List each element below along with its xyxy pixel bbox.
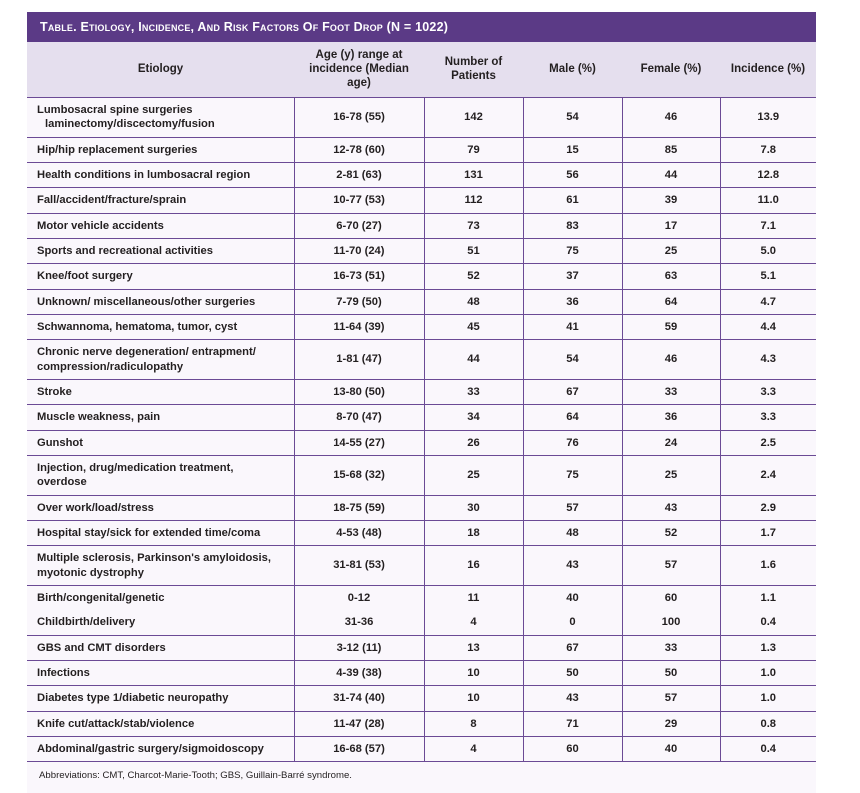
cell-incidence-percent: 3.3 bbox=[720, 379, 816, 404]
cell-female-percent: 25 bbox=[622, 239, 720, 264]
cell-age-range: 3-12 (11) bbox=[294, 635, 424, 660]
cell-male-percent: 67 bbox=[523, 635, 622, 660]
table-row bbox=[27, 137, 816, 162]
cell-age-range: 18-75 (59) bbox=[294, 495, 424, 520]
cell-age-range: 4-53 (48) bbox=[294, 520, 424, 545]
cell-age-range: 12-78 (60) bbox=[294, 137, 424, 162]
cell-male-percent: 15 bbox=[523, 137, 622, 162]
cell-incidence-percent: 11.0 bbox=[720, 188, 816, 213]
cell-male-percent: 75 bbox=[523, 455, 622, 495]
cell-age-range: 11-47 (28) bbox=[294, 711, 424, 736]
cell-number-of-patients: 51 bbox=[424, 239, 523, 264]
cell-number-of-patients: 33 bbox=[424, 379, 523, 404]
cell-incidence-percent: 4.3 bbox=[720, 340, 816, 380]
cell-incidence-percent: 5.0 bbox=[720, 239, 816, 264]
cell-female-percent: 50 bbox=[622, 660, 720, 685]
cell-male-percent: 57 bbox=[523, 495, 622, 520]
table-row bbox=[27, 98, 816, 138]
cell-male-percent: 56 bbox=[523, 163, 622, 188]
cell-etiology: Birth/congenital/genetic bbox=[27, 585, 294, 610]
cell-age-range: 16-78 (55) bbox=[294, 98, 424, 138]
column-header-male: Male (%) bbox=[523, 42, 622, 98]
cell-age-range: 7-79 (50) bbox=[294, 289, 424, 314]
table-caption-text: Table. Etiology, Incidence, And Risk Factors Of Foot Drop (N = 1022) bbox=[40, 20, 449, 34]
cell-age-range: 16-73 (51) bbox=[294, 264, 424, 289]
cell-female-percent: 25 bbox=[622, 455, 720, 495]
cell-age-range: 31-81 (53) bbox=[294, 546, 424, 586]
cell-female-percent: 24 bbox=[622, 430, 720, 455]
cell-etiology: Abdominal/gastric surgery/sigmoidoscopy bbox=[27, 736, 294, 761]
cell-etiology: Schwannoma, hematoma, tumor, cyst bbox=[27, 315, 294, 340]
cell-incidence-percent: 5.1 bbox=[720, 264, 816, 289]
cell-incidence-percent: 0.4 bbox=[720, 736, 816, 761]
cell-number-of-patients: 18 bbox=[424, 520, 523, 545]
cell-female-percent: 63 bbox=[622, 264, 720, 289]
cell-etiology: Lumbosacral spine surgeries laminectomy/discectomy/fusion bbox=[27, 98, 294, 138]
cell-number-of-patients: 52 bbox=[424, 264, 523, 289]
cell-female-percent: 36 bbox=[622, 405, 720, 430]
cell-male-percent: 64 bbox=[523, 405, 622, 430]
table-row bbox=[27, 585, 816, 610]
cell-male-percent: 67 bbox=[523, 379, 622, 404]
cell-age-range: 31-36 bbox=[294, 610, 424, 635]
cell-number-of-patients: 4 bbox=[424, 610, 523, 635]
cell-age-range: 4-39 (38) bbox=[294, 660, 424, 685]
cell-male-percent: 36 bbox=[523, 289, 622, 314]
cell-number-of-patients: 142 bbox=[424, 98, 523, 138]
cell-etiology: Infections bbox=[27, 660, 294, 685]
table-head bbox=[27, 42, 816, 98]
cell-female-percent: 57 bbox=[622, 546, 720, 586]
cell-male-percent: 61 bbox=[523, 188, 622, 213]
cell-female-percent: 33 bbox=[622, 635, 720, 660]
cell-male-percent: 75 bbox=[523, 239, 622, 264]
cell-etiology: Sports and recreational activities bbox=[27, 239, 294, 264]
cell-etiology: Hip/hip replacement surgeries bbox=[27, 137, 294, 162]
cell-etiology: Muscle weakness, pain bbox=[27, 405, 294, 430]
cell-etiology: Motor vehicle accidents bbox=[27, 213, 294, 238]
cell-number-of-patients: 79 bbox=[424, 137, 523, 162]
cell-age-range: 16-68 (57) bbox=[294, 736, 424, 761]
cell-female-percent: 43 bbox=[622, 495, 720, 520]
cell-etiology: Knee/foot surgery bbox=[27, 264, 294, 289]
cell-etiology: Over work/load/stress bbox=[27, 495, 294, 520]
cell-number-of-patients: 16 bbox=[424, 546, 523, 586]
table-row bbox=[27, 635, 816, 660]
etiology-table bbox=[27, 42, 816, 762]
table-row bbox=[27, 686, 816, 711]
cell-age-range: 14-55 (27) bbox=[294, 430, 424, 455]
cell-female-percent: 52 bbox=[622, 520, 720, 545]
cell-incidence-percent: 1.0 bbox=[720, 686, 816, 711]
cell-etiology: Childbirth/delivery bbox=[27, 610, 294, 635]
table-header-row bbox=[27, 42, 816, 98]
cell-female-percent: 40 bbox=[622, 736, 720, 761]
cell-age-range: 2-81 (63) bbox=[294, 163, 424, 188]
cell-number-of-patients: 10 bbox=[424, 686, 523, 711]
cell-age-range: 8-70 (47) bbox=[294, 405, 424, 430]
cell-incidence-percent: 4.7 bbox=[720, 289, 816, 314]
cell-male-percent: 54 bbox=[523, 98, 622, 138]
cell-number-of-patients: 34 bbox=[424, 405, 523, 430]
cell-incidence-percent: 0.8 bbox=[720, 711, 816, 736]
cell-male-percent: 41 bbox=[523, 315, 622, 340]
cell-age-range: 1-81 (47) bbox=[294, 340, 424, 380]
cell-incidence-percent: 12.8 bbox=[720, 163, 816, 188]
cell-age-range: 31-74 (40) bbox=[294, 686, 424, 711]
cell-male-percent: 0 bbox=[523, 610, 622, 635]
table-row bbox=[27, 340, 816, 380]
cell-etiology: GBS and CMT disorders bbox=[27, 635, 294, 660]
cell-age-range: 10-77 (53) bbox=[294, 188, 424, 213]
cell-number-of-patients: 13 bbox=[424, 635, 523, 660]
cell-male-percent: 43 bbox=[523, 686, 622, 711]
table-row bbox=[27, 495, 816, 520]
column-header-female: Female (%) bbox=[622, 42, 720, 98]
cell-incidence-percent: 7.8 bbox=[720, 137, 816, 162]
table-caption-bar bbox=[27, 12, 816, 42]
cell-etiology: Unknown/ miscellaneous/other surgeries bbox=[27, 289, 294, 314]
table-row bbox=[27, 736, 816, 761]
cell-incidence-percent: 2.9 bbox=[720, 495, 816, 520]
column-header-incidence: Incidence (%) bbox=[720, 42, 816, 98]
cell-age-range: 15-68 (32) bbox=[294, 455, 424, 495]
cell-number-of-patients: 112 bbox=[424, 188, 523, 213]
table-row bbox=[27, 264, 816, 289]
table-footnote: Abbreviations: CMT, Charcot-Marie-Tooth; GBS, Guillain-Barré syndrome. bbox=[27, 762, 816, 792]
cell-number-of-patients: 73 bbox=[424, 213, 523, 238]
cell-incidence-percent: 2.5 bbox=[720, 430, 816, 455]
table-row bbox=[27, 430, 816, 455]
table-row bbox=[27, 711, 816, 736]
cell-number-of-patients: 11 bbox=[424, 585, 523, 610]
cell-female-percent: 39 bbox=[622, 188, 720, 213]
cell-incidence-percent: 4.4 bbox=[720, 315, 816, 340]
cell-incidence-percent: 2.4 bbox=[720, 455, 816, 495]
cell-number-of-patients: 8 bbox=[424, 711, 523, 736]
cell-female-percent: 46 bbox=[622, 98, 720, 138]
table-row bbox=[27, 660, 816, 685]
cell-incidence-percent: 7.1 bbox=[720, 213, 816, 238]
table-body bbox=[27, 98, 816, 762]
table-container bbox=[27, 12, 816, 793]
cell-number-of-patients: 10 bbox=[424, 660, 523, 685]
cell-female-percent: 64 bbox=[622, 289, 720, 314]
cell-incidence-percent: 1.1 bbox=[720, 585, 816, 610]
cell-incidence-percent: 1.0 bbox=[720, 660, 816, 685]
cell-female-percent: 29 bbox=[622, 711, 720, 736]
cell-female-percent: 60 bbox=[622, 585, 720, 610]
cell-female-percent: 17 bbox=[622, 213, 720, 238]
cell-etiology: Gunshot bbox=[27, 430, 294, 455]
cell-number-of-patients: 30 bbox=[424, 495, 523, 520]
cell-number-of-patients: 131 bbox=[424, 163, 523, 188]
cell-age-range: 6-70 (27) bbox=[294, 213, 424, 238]
cell-incidence-percent: 13.9 bbox=[720, 98, 816, 138]
table-row bbox=[27, 455, 816, 495]
cell-female-percent: 33 bbox=[622, 379, 720, 404]
cell-male-percent: 43 bbox=[523, 546, 622, 586]
cell-etiology: Health conditions in lumbosacral region bbox=[27, 163, 294, 188]
cell-male-percent: 60 bbox=[523, 736, 622, 761]
cell-number-of-patients: 26 bbox=[424, 430, 523, 455]
cell-number-of-patients: 44 bbox=[424, 340, 523, 380]
cell-etiology: Injection, drug/medication treatment, overdose bbox=[27, 455, 294, 495]
table-row bbox=[27, 610, 816, 635]
cell-etiology: Knife cut/attack/stab/violence bbox=[27, 711, 294, 736]
cell-male-percent: 50 bbox=[523, 660, 622, 685]
cell-incidence-percent: 1.6 bbox=[720, 546, 816, 586]
cell-etiology: Hospital stay/sick for extended time/coma bbox=[27, 520, 294, 545]
cell-female-percent: 57 bbox=[622, 686, 720, 711]
cell-male-percent: 48 bbox=[523, 520, 622, 545]
table-row bbox=[27, 405, 816, 430]
column-header-etiology: Etiology bbox=[27, 42, 294, 98]
cell-incidence-percent: 3.3 bbox=[720, 405, 816, 430]
cell-etiology: Fall/accident/fracture/sprain bbox=[27, 188, 294, 213]
cell-male-percent: 37 bbox=[523, 264, 622, 289]
cell-age-range: 11-64 (39) bbox=[294, 315, 424, 340]
cell-etiology: Multiple sclerosis, Parkinson's amyloidosis, myotonic dystrophy bbox=[27, 546, 294, 586]
table-row bbox=[27, 520, 816, 545]
table-row bbox=[27, 213, 816, 238]
cell-incidence-percent: 1.7 bbox=[720, 520, 816, 545]
cell-female-percent: 85 bbox=[622, 137, 720, 162]
table-row bbox=[27, 239, 816, 264]
cell-female-percent: 46 bbox=[622, 340, 720, 380]
column-header-age-range: Age (y) range at incidence (Median age) bbox=[294, 42, 424, 98]
cell-age-range: 0-12 bbox=[294, 585, 424, 610]
cell-female-percent: 59 bbox=[622, 315, 720, 340]
table-row bbox=[27, 315, 816, 340]
cell-female-percent: 100 bbox=[622, 610, 720, 635]
cell-female-percent: 44 bbox=[622, 163, 720, 188]
cell-male-percent: 40 bbox=[523, 585, 622, 610]
cell-incidence-percent: 0.4 bbox=[720, 610, 816, 635]
cell-number-of-patients: 48 bbox=[424, 289, 523, 314]
cell-etiology: Diabetes type 1/diabetic neuropathy bbox=[27, 686, 294, 711]
cell-male-percent: 71 bbox=[523, 711, 622, 736]
cell-number-of-patients: 25 bbox=[424, 455, 523, 495]
cell-number-of-patients: 45 bbox=[424, 315, 523, 340]
cell-etiology: Stroke bbox=[27, 379, 294, 404]
table-row bbox=[27, 163, 816, 188]
cell-age-range: 11-70 (24) bbox=[294, 239, 424, 264]
cell-number-of-patients: 4 bbox=[424, 736, 523, 761]
column-header-number-of-patients: Number of Patients bbox=[424, 42, 523, 98]
cell-male-percent: 76 bbox=[523, 430, 622, 455]
cell-etiology: Chronic nerve degeneration/ entrapment/ compression/radiculopathy bbox=[27, 340, 294, 380]
cell-incidence-percent: 1.3 bbox=[720, 635, 816, 660]
cell-age-range: 13-80 (50) bbox=[294, 379, 424, 404]
table-row bbox=[27, 546, 816, 586]
table-row bbox=[27, 379, 816, 404]
table-row bbox=[27, 289, 816, 314]
cell-male-percent: 83 bbox=[523, 213, 622, 238]
cell-male-percent: 54 bbox=[523, 340, 622, 380]
table-row bbox=[27, 188, 816, 213]
